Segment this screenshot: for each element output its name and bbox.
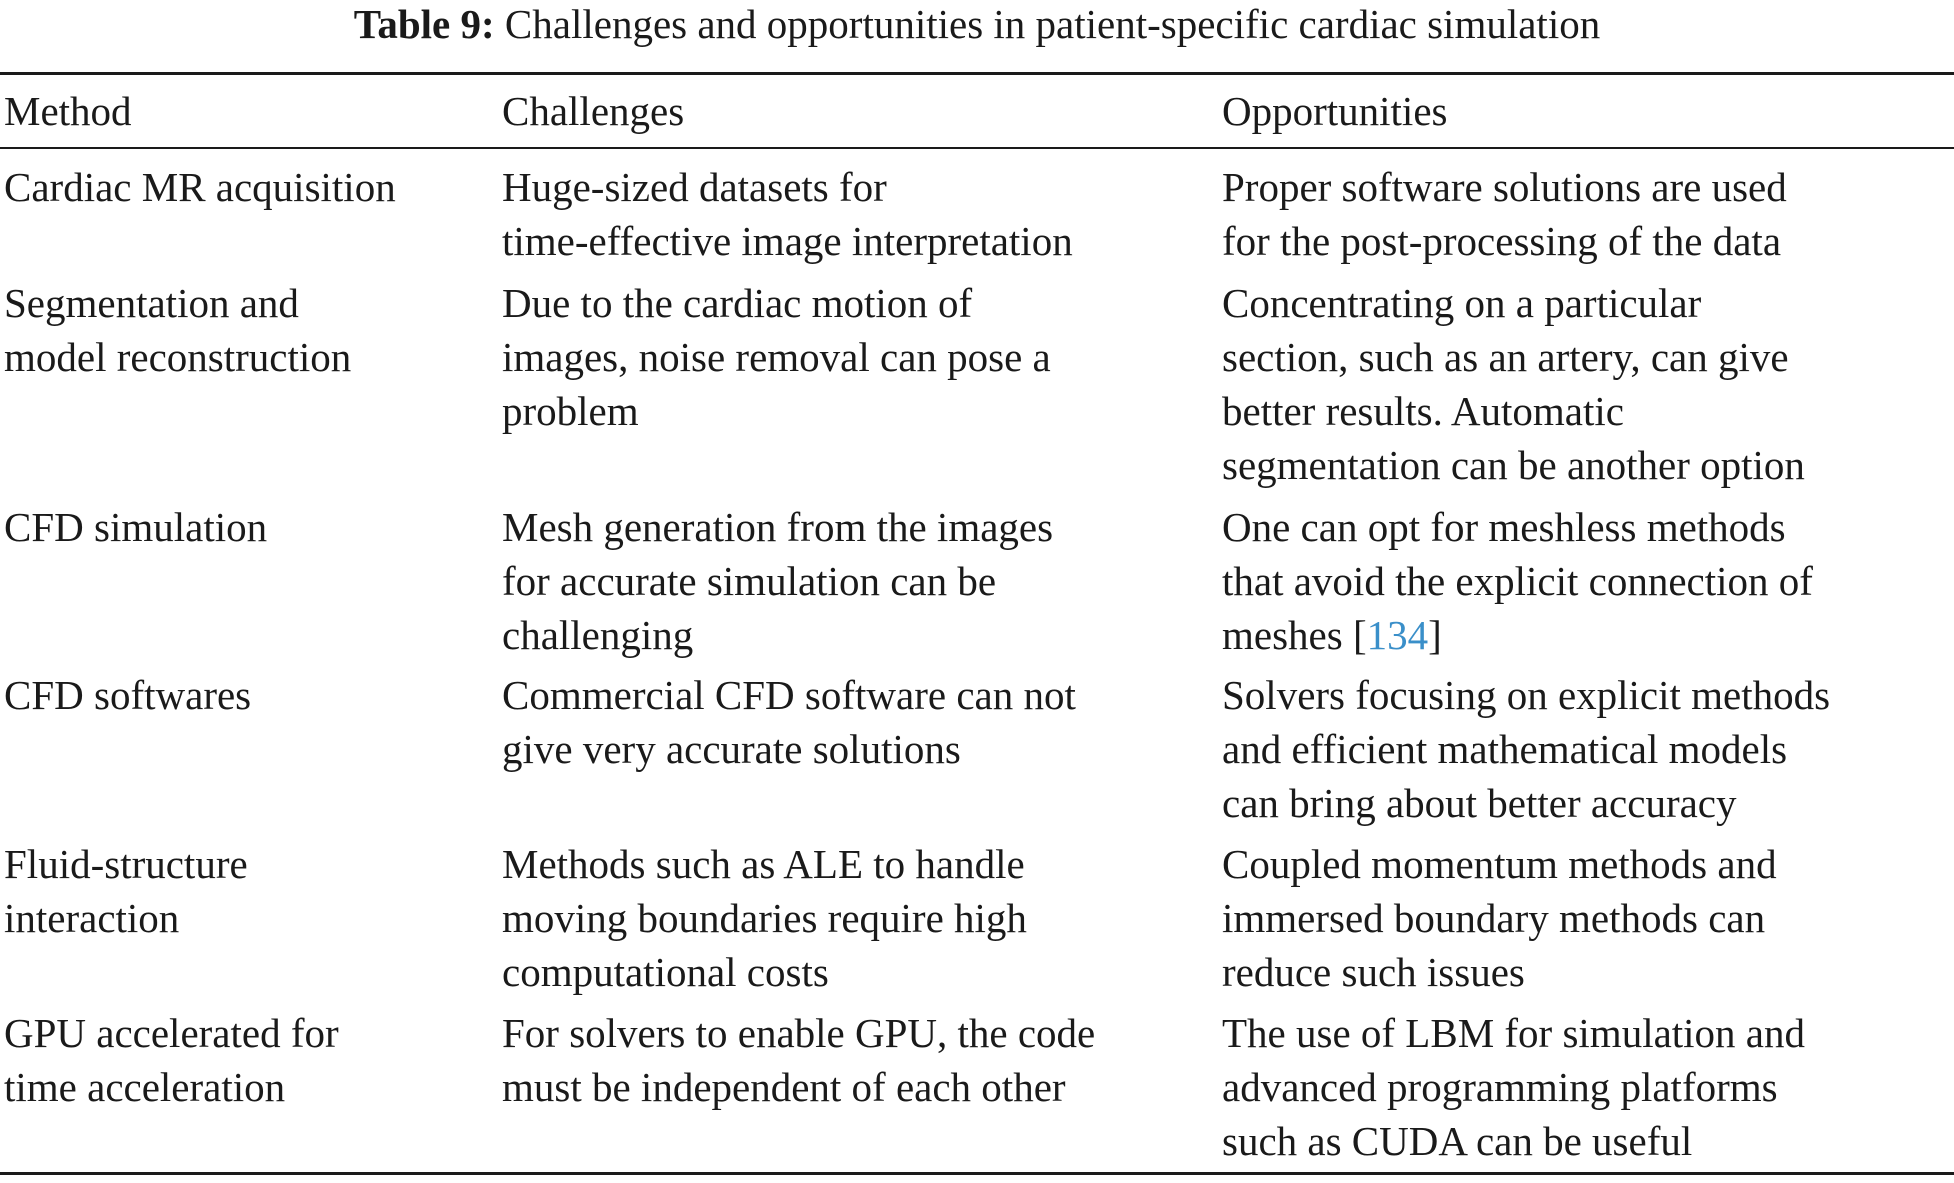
opportunities-cell: Solvers focusing on explicit methods and efficient mathematical models can bring about better accuracy [1222,672,1831,826]
header-method: Method [4,88,132,134]
method-cell: Segmentation and model reconstruction [4,280,352,380]
method-cell: Cardiac MR acquisition [4,164,396,210]
challenges-cell: Commercial CFD software can not give very accurate solutions [502,672,1076,772]
opportunities-cell: Coupled momentum methods and immersed boundary methods can reduce such issues [1222,841,1777,995]
challenges-cell: For solvers to enable GPU, the code must be independent of each other [502,1010,1096,1110]
top-rule [0,72,1954,75]
method-cell: Fluid-structure interaction [4,841,248,941]
bottom-rule [0,1172,1954,1175]
challenges-cell: Methods such as ALE to handle moving boundaries require high computational costs [502,841,1027,995]
header-opportunities: Opportunities [1222,88,1448,134]
header-rule [0,147,1954,149]
method-cell: GPU accelerated for time acceleration [4,1010,339,1110]
challenges-cell: Due to the cardiac motion of images, noise removal can pose a problem [502,280,1051,434]
citation-link[interactable]: 134 [1366,612,1429,658]
method-cell: CFD softwares [4,672,252,718]
challenges-cell: Mesh generation from the images for accurate simulation can be challenging [502,504,1054,658]
header-challenges: Challenges [502,88,685,134]
opportunities-cell: The use of LBM for simulation and advanced programming platforms such as CUDA can be useful [1222,1010,1806,1164]
opportunities-cell: One can opt for meshless methods that avoid the explicit connection of meshes [134] [1222,504,1813,658]
opportunities-cell: Concentrating on a particular section, such as an artery, can give better results. Automatic segmentation can be another option [1222,280,1805,488]
challenges-cell: Huge-sized datasets for time-effective image interpretation [502,164,1073,264]
table-caption [0,0,1954,48]
opportunities-cell: Proper software solutions are used for the post-processing of the data [1222,164,1787,264]
table-caption-text: Challenges and opportunities in patient-specific cardiac simulation [504,1,1601,47]
method-cell: CFD simulation [4,504,268,550]
table-caption-label: Table 9: [353,1,495,47]
